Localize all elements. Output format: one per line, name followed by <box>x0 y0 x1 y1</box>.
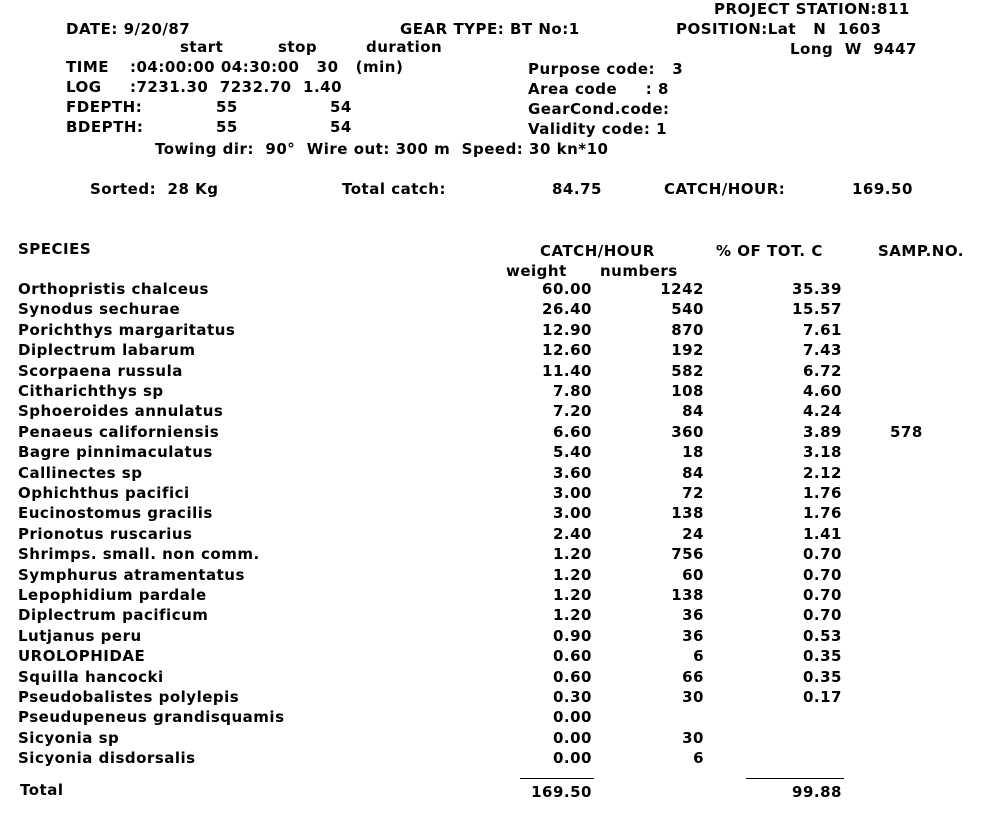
numbers-value: 60 <box>682 566 704 584</box>
time-values: :04:00:00 04:30:00 30 (min) <box>130 58 404 76</box>
species-name: Synodus sechurae <box>18 300 181 318</box>
pct-value: 15.57 <box>792 300 842 318</box>
weight-value: 60.00 <box>542 280 592 298</box>
catch-hour-value: 169.50 <box>852 180 913 198</box>
pct-value: 0.35 <box>802 668 842 686</box>
species-name: Callinectes sp <box>18 464 143 482</box>
log-label: LOG <box>66 78 102 96</box>
pct-value: 7.43 <box>802 341 842 359</box>
purpose-code: Purpose code: 3 <box>528 60 684 78</box>
pct-value: 0.17 <box>802 688 842 706</box>
numbers-value: 66 <box>682 668 704 686</box>
numbers-value: 108 <box>671 382 704 400</box>
species-name: Pseudobalistes polylepis <box>18 688 240 706</box>
total-catch-value: 84.75 <box>552 180 602 198</box>
pct-value: 3.89 <box>802 423 842 441</box>
species-name: Sicyonia sp <box>18 729 120 747</box>
pct-header: % OF TOT. C <box>716 242 823 260</box>
weight-value: 0.00 <box>552 729 592 747</box>
weight-value: 1.20 <box>552 606 592 624</box>
numbers-value: 360 <box>671 423 704 441</box>
weight-value: 0.60 <box>552 668 592 686</box>
numbers-value: 84 <box>682 464 704 482</box>
species-name: Bagre pinnimaculatus <box>18 443 213 461</box>
weight-value: 3.00 <box>552 484 592 502</box>
weight-value: 7.80 <box>552 382 592 400</box>
species-name: Citharichthys sp <box>18 382 164 400</box>
species-name: Scorpaena russula <box>18 362 183 380</box>
numbers-value: 582 <box>671 362 704 380</box>
numbers-value: 6 <box>693 749 704 767</box>
species-name: Lutjanus peru <box>18 627 142 645</box>
pct-value: 0.70 <box>802 545 842 563</box>
weight-value: 26.40 <box>542 300 592 318</box>
weight-value: 1.20 <box>552 586 592 604</box>
start-label: start <box>180 38 224 56</box>
weight-value: 0.00 <box>552 708 592 726</box>
pct-value: 0.70 <box>802 566 842 584</box>
weight-value: 2.40 <box>552 525 592 543</box>
numbers-header: numbers <box>600 262 678 280</box>
species-name: Squilla hancocki <box>18 668 164 686</box>
pct-value: 1.76 <box>802 504 842 522</box>
weight-value: 0.90 <box>552 627 592 645</box>
species-name: Porichthys margaritatus <box>18 321 236 339</box>
species-name: UROLOPHIDAE <box>18 647 146 665</box>
pct-value: 7.61 <box>802 321 842 339</box>
duration-label: duration <box>366 38 443 56</box>
sorted-weight: Sorted: 28 Kg <box>90 180 219 198</box>
species-name: Lepophidium pardale <box>18 586 207 604</box>
fdepth-label: FDEPTH: <box>66 98 143 116</box>
pct-total-rule <box>746 778 844 779</box>
position-lat: POSITION:Lat N 1603 <box>676 20 882 38</box>
pct-value: 4.60 <box>802 382 842 400</box>
weight-value: 1.20 <box>552 566 592 584</box>
weight-value: 0.30 <box>552 688 592 706</box>
species-name: Sphoeroides annulatus <box>18 402 224 420</box>
time-label: TIME <box>66 58 109 76</box>
numbers-value: 540 <box>671 300 704 318</box>
weight-value: 3.60 <box>552 464 592 482</box>
numbers-value: 30 <box>682 688 704 706</box>
weight-total-rule <box>520 778 594 779</box>
numbers-value: 756 <box>671 545 704 563</box>
pct-value: 35.39 <box>792 280 842 298</box>
species-name: Sicyonia disdorsalis <box>18 749 196 767</box>
pct-value: 3.18 <box>802 443 842 461</box>
weight-value: 12.90 <box>542 321 592 339</box>
numbers-value: 6 <box>693 647 704 665</box>
bdepth-label: BDEPTH: <box>66 118 144 136</box>
log-values: :7231.30 7232.70 1.40 <box>130 78 343 96</box>
towing-line: Towing dir: 90° Wire out: 300 m Speed: 30 kn*10 <box>155 140 609 158</box>
total-label: Total <box>20 781 64 799</box>
species-name: Diplectrum labarum <box>18 341 196 359</box>
weight-value: 11.40 <box>542 362 592 380</box>
species-name: Diplectrum pacificum <box>18 606 209 624</box>
date-field: DATE: 9/20/87 <box>66 20 191 38</box>
numbers-value: 18 <box>682 443 704 461</box>
pct-value: 2.12 <box>802 464 842 482</box>
weight-value: 0.60 <box>552 647 592 665</box>
species-header: SPECIES <box>18 240 92 258</box>
numbers-value: 72 <box>682 484 704 502</box>
numbers-value: 192 <box>671 341 704 359</box>
bdepth-start: 55 <box>216 118 238 136</box>
samp-header: SAMP.NO. <box>878 242 964 260</box>
species-name: Eucinostomus gracilis <box>18 504 213 522</box>
pct-value: 1.41 <box>802 525 842 543</box>
species-name: Pseudupeneus grandisquamis <box>18 708 285 726</box>
numbers-value: 24 <box>682 525 704 543</box>
pct-value: 0.35 <box>802 647 842 665</box>
species-name: Ophichthus pacifici <box>18 484 190 502</box>
weight-value: 12.60 <box>542 341 592 359</box>
pct-value: 0.70 <box>802 586 842 604</box>
pct-value: 1.76 <box>802 484 842 502</box>
weight-value: 0.00 <box>552 749 592 767</box>
total-pct: 99.88 <box>792 783 842 801</box>
gearcond-code: GearCond.code: <box>528 100 670 118</box>
area-code: Area code : 8 <box>528 80 669 98</box>
stop-label: stop <box>278 38 318 56</box>
numbers-value: 30 <box>682 729 704 747</box>
fdepth-start: 55 <box>216 98 238 116</box>
weight-value: 6.60 <box>552 423 592 441</box>
weight-value: 3.00 <box>552 504 592 522</box>
pct-value: 6.72 <box>802 362 842 380</box>
project-station: PROJECT STATION:811 <box>714 0 910 18</box>
species-name: Penaeus californiensis <box>18 423 220 441</box>
bdepth-stop: 54 <box>330 118 352 136</box>
numbers-value: 84 <box>682 402 704 420</box>
total-weight: 169.50 <box>531 783 592 801</box>
pct-value: 4.24 <box>802 402 842 420</box>
weight-value: 7.20 <box>552 402 592 420</box>
weight-header: weight <box>506 262 567 280</box>
catch-hour-header: CATCH/HOUR <box>540 242 655 260</box>
pct-value: 0.53 <box>802 627 842 645</box>
pct-value: 0.70 <box>802 606 842 624</box>
numbers-value: 36 <box>682 606 704 624</box>
species-name: Orthopristis chalceus <box>18 280 209 298</box>
numbers-value: 138 <box>671 586 704 604</box>
numbers-value: 870 <box>671 321 704 339</box>
catch-hour-label: CATCH/HOUR: <box>664 180 786 198</box>
total-catch-label: Total catch: <box>342 180 446 198</box>
weight-value: 1.20 <box>552 545 592 563</box>
gear-type-field: GEAR TYPE: BT No:1 <box>400 20 580 38</box>
validity-code: Validity code: 1 <box>528 120 668 138</box>
samp-value: 578 <box>890 423 923 441</box>
species-name: Shrimps. small. non comm. <box>18 545 260 563</box>
position-long: Long W 9447 <box>790 40 917 58</box>
numbers-value: 36 <box>682 627 704 645</box>
species-name: Symphurus atramentatus <box>18 566 245 584</box>
numbers-value: 1242 <box>660 280 704 298</box>
numbers-value: 138 <box>671 504 704 522</box>
species-name: Prionotus ruscarius <box>18 525 193 543</box>
weight-value: 5.40 <box>552 443 592 461</box>
fdepth-stop: 54 <box>330 98 352 116</box>
